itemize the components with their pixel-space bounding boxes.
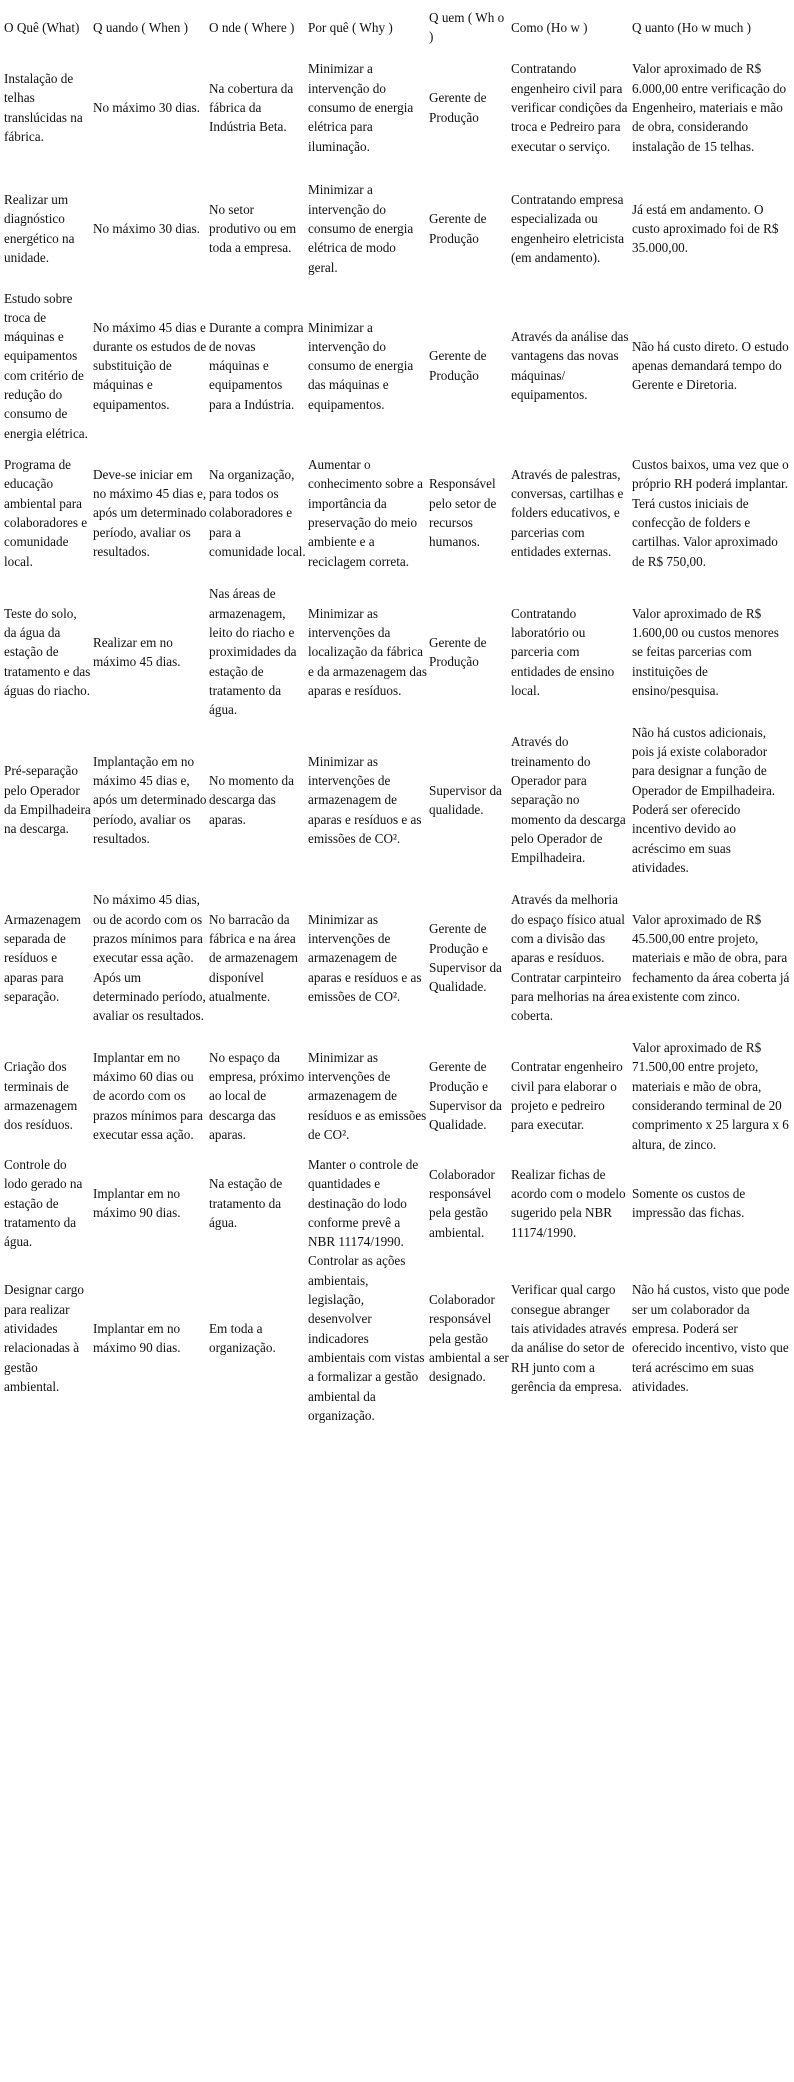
cell-how: Realizar fichas de acordo com o modelo sugerido pela NBR 11174/1990. bbox=[511, 1166, 626, 1240]
cell-why: Manter o controle de quantidades e destinação do lodo conforme prevê a NBR 11174/1990. bbox=[308, 1156, 419, 1250]
cell-who: Responsável pelo setor de recursos humanos. bbox=[429, 476, 497, 550]
cell-what: Instalação de telhas translúcidas na fábrica. bbox=[4, 71, 83, 144]
cell-why: Controlar as ações ambientais, legislação, desenvolver indicadores ambientais com vistas a formalizar a gestão ambiental da organização. bbox=[308, 1253, 425, 1423]
cell-how-much: Não há custo direto. O estudo apenas demandará tempo do Gerente e Diretoria. bbox=[632, 338, 789, 393]
cell-who: Supervisor da qualidade. bbox=[429, 782, 502, 817]
cell-where: Durante a compra de novas máquinas e equipamentos para a Indústria. bbox=[209, 319, 304, 412]
cell-why: Minimizar as intervenções de armazenagem de aparas e resíduos e as emissões de CO². bbox=[308, 753, 422, 846]
cell-what: Pré-separação pelo Operador da Empilhadeira na descarga. bbox=[4, 763, 91, 837]
table-row bbox=[3, 47, 791, 169]
cell-why: Aumentar o conhecimento sobre a importância da preservação do meio ambiente e a reciclagem correta. bbox=[308, 457, 423, 569]
cell-what: Armazenagem separada de resíduos e aparas para separação. bbox=[4, 911, 81, 1004]
table-row bbox=[3, 289, 791, 443]
cell-who: Gerente de Produção e Supervisor da Qualidade. bbox=[429, 1059, 502, 1133]
cell-who: Gerente de Produção bbox=[429, 348, 487, 383]
cell-where: No setor produtivo ou em toda a empresa. bbox=[209, 201, 297, 256]
cell-who: Gerente de Produção bbox=[429, 90, 487, 125]
cell-who: Gerente de Produção bbox=[429, 211, 487, 246]
cell-when: No máximo 30 dias. bbox=[93, 220, 200, 236]
header-when: Q uando ( When ) bbox=[93, 19, 188, 35]
cell-what: Estudo sobre troca de máquinas e equipamentos com critério de redução do consumo de energia elétrica. bbox=[4, 290, 88, 441]
cell-why: Minimizar as intervenções de armazenagem de resíduos e as emissões de CO². bbox=[308, 1049, 427, 1142]
header-why: Por quê ( Why ) bbox=[308, 19, 393, 35]
cell-how-much: Custos baixos, uma vez que o próprio RH poderá implantar. Terá custos iniciais de confecção de folders e cartilhas. Valor aproximado de R$ 750,00. bbox=[632, 457, 789, 569]
cell-where: Na estação de tratamento da água. bbox=[209, 1176, 283, 1230]
header-who: Q uem ( Wh o ) bbox=[429, 10, 505, 45]
cell-how: Contratando empresa especializada ou engenheiro eletricista (em andamento). bbox=[511, 192, 625, 265]
cell-how-much: Não há custos adicionais, pois já existe colaborador para designar a função de Operador de Empilhadeira. Poderá ser oferecido incentivo devido ao acréscimo em suas atividades. bbox=[632, 724, 776, 875]
cell-what: Designar cargo para realizar atividades relacionadas à gestão ambiental. bbox=[4, 1282, 84, 1394]
cell-why: Minimizar as intervenções de armazenagem de aparas e resíduos e as emissões de CO². bbox=[308, 911, 422, 1004]
header-where: O nde ( Where ) bbox=[209, 19, 295, 35]
cell-how-much: Somente os custos de impressão das fichas. bbox=[632, 1185, 746, 1221]
table-row bbox=[3, 583, 791, 721]
cell-how-much: Valor aproximado de R$ 45.500,00 entre projeto, materiais e mão de obra, para fechamento da área coberta já existente com zinco. bbox=[632, 911, 790, 1004]
table-row bbox=[3, 169, 791, 289]
cell-when: Implantação em no máximo 45 dias e, após um determinado período, avaliar os resultados. bbox=[93, 753, 207, 846]
cell-how-much: Valor aproximado de R$ 71.500,00 entre projeto, materiais e mão de obra, considerando terminal de 20 comprimento x 25 largura x 6 altura, de zinco. bbox=[632, 1040, 789, 1152]
table-row bbox=[3, 443, 791, 583]
table-row bbox=[3, 1251, 791, 1425]
cell-when: Implantar em no máximo 90 dias. bbox=[93, 1320, 181, 1356]
cell-when: Realizar em no máximo 45 dias. bbox=[93, 634, 181, 669]
cell-how: Através de palestras, conversas, cartilhas e folders educativos, e parcerias com entidades externas. bbox=[511, 466, 624, 559]
cell-why: Minimizar a intervenção do consumo de energia elétrica de modo geral. bbox=[308, 182, 414, 275]
cell-what: Controle do lodo gerado na estação de tratamento da água. bbox=[4, 1156, 83, 1250]
action-plan-table bbox=[3, 8, 791, 1425]
cell-who: Colaborador responsável pela gestão ambiental. bbox=[429, 1166, 495, 1240]
cell-where: No espaço da empresa, próximo ao local de descarga das aparas. bbox=[209, 1049, 305, 1142]
cell-what: Teste do solo, da água da estação de tratamento e das águas do riacho. bbox=[4, 605, 91, 698]
table-body bbox=[3, 47, 791, 1426]
cell-how: Contratando laboratório ou parceria com entidades de ensino local. bbox=[511, 605, 615, 698]
cell-when: Implantar em no máximo 60 dias ou de acordo com os prazos mínimos para executar essa ação. bbox=[93, 1049, 203, 1142]
cell-where: No barracão da fábrica e na área de armazenagem disponível atualmente. bbox=[209, 911, 298, 1004]
cell-when: No máximo 45 dias, ou de acordo com os prazos mínimos para executar essa ação. Após um determinado período, avaliar os resultados. bbox=[93, 892, 206, 1024]
cell-where: Em toda a organização. bbox=[209, 1320, 276, 1356]
header-row bbox=[3, 8, 791, 47]
header-how-much: Q uanto (Ho w much ) bbox=[632, 19, 752, 35]
table-row bbox=[3, 879, 791, 1037]
cell-why: Minimizar as intervenções da localização da fábrica e da armazenagem das aparas e resíduos. bbox=[308, 605, 427, 698]
cell-how: Contratar engenheiro civil para elaborar o projeto e pedreiro para executar. bbox=[511, 1059, 623, 1133]
cell-what: Programa de educação ambiental para colaboradores e comunidade local. bbox=[4, 457, 88, 569]
cell-who: Gerente de Produção e Supervisor da Qualidade. bbox=[429, 921, 502, 995]
cell-how-much: Valor aproximado de R$ 1.600,00 ou custos menores se feitas parcerias com instituições de ensino/pesquisa. bbox=[632, 605, 779, 698]
cell-how: Através do treinamento do Operador para separação no momento da descarga pelo Operador de Empilhadeira. bbox=[511, 734, 626, 866]
cell-how: Através da análise das vantagens das novas máquinas/ equipamentos. bbox=[511, 329, 629, 403]
cell-why: Minimizar a intervenção do consumo de energia das máquinas e equipamentos. bbox=[308, 319, 414, 412]
cell-how: Através da melhoria do espaço físico atual com a divisão das aparas e resíduos. Contratar carpinteiro para melhorias na área coberta. bbox=[511, 892, 630, 1024]
cell-where: Nas áreas de armazenagem, leito do riacho e proximidades da estação de tratamento da água. bbox=[209, 586, 297, 718]
table-row bbox=[3, 1037, 791, 1155]
cell-who: Colaborador responsável pela gestão ambiental a ser designado. bbox=[429, 1292, 509, 1385]
cell-what: Realizar um diagnóstico energético na unidade. bbox=[4, 192, 75, 265]
cell-when: No máximo 45 dias e durante os estudos de substituição de máquinas e equipamentos. bbox=[93, 319, 207, 412]
cell-how: Contratando engenheiro civil para verificar condições da troca e Pedreiro para executar o serviço. bbox=[511, 61, 628, 154]
table-row bbox=[3, 721, 791, 879]
cell-when: Implantar em no máximo 90 dias. bbox=[93, 1185, 181, 1221]
cell-when: No máximo 30 dias. bbox=[93, 99, 200, 115]
header-how: Como (Ho w ) bbox=[511, 19, 588, 35]
cell-when: Deve-se iniciar em no máximo 45 dias e, após um determinado período, avaliar os resultados. bbox=[93, 466, 207, 559]
table-row bbox=[3, 1155, 791, 1251]
header-what: O Quê (What) bbox=[4, 19, 80, 35]
cell-where: Na cobertura da fábrica da Indústria Beta. bbox=[209, 80, 294, 135]
cell-why: Minimizar a intervenção do consumo de energia elétrica para iluminação. bbox=[308, 61, 414, 154]
cell-how-much: Valor aproximado de R$ 6.000,00 entre verificação do Engenheiro, materiais e mão de obra, considerando instalação de 15 telhas. bbox=[632, 61, 787, 154]
cell-how-much: Já está em andamento. O custo aproximado foi de R$ 35.000,00. bbox=[632, 201, 779, 256]
cell-where: No momento da descarga das aparas. bbox=[209, 773, 294, 827]
cell-how: Verificar qual cargo consegue abranger tais atividades através da análise do setor de RH junto com a gerência da empresa. bbox=[511, 1282, 627, 1394]
cell-where: Na organização, para todos os colaboradores e para a comunidade local. bbox=[209, 466, 306, 559]
cell-what: Criação dos terminais de armazenagem dos resíduos. bbox=[4, 1059, 78, 1133]
cell-how-much: Não há custos, visto que pode ser um colaborador da empresa. Poderá ser oferecido incentivo, visto que terá acréscimo em suas atividades. bbox=[632, 1282, 790, 1394]
cell-who: Gerente de Produção bbox=[429, 634, 487, 669]
